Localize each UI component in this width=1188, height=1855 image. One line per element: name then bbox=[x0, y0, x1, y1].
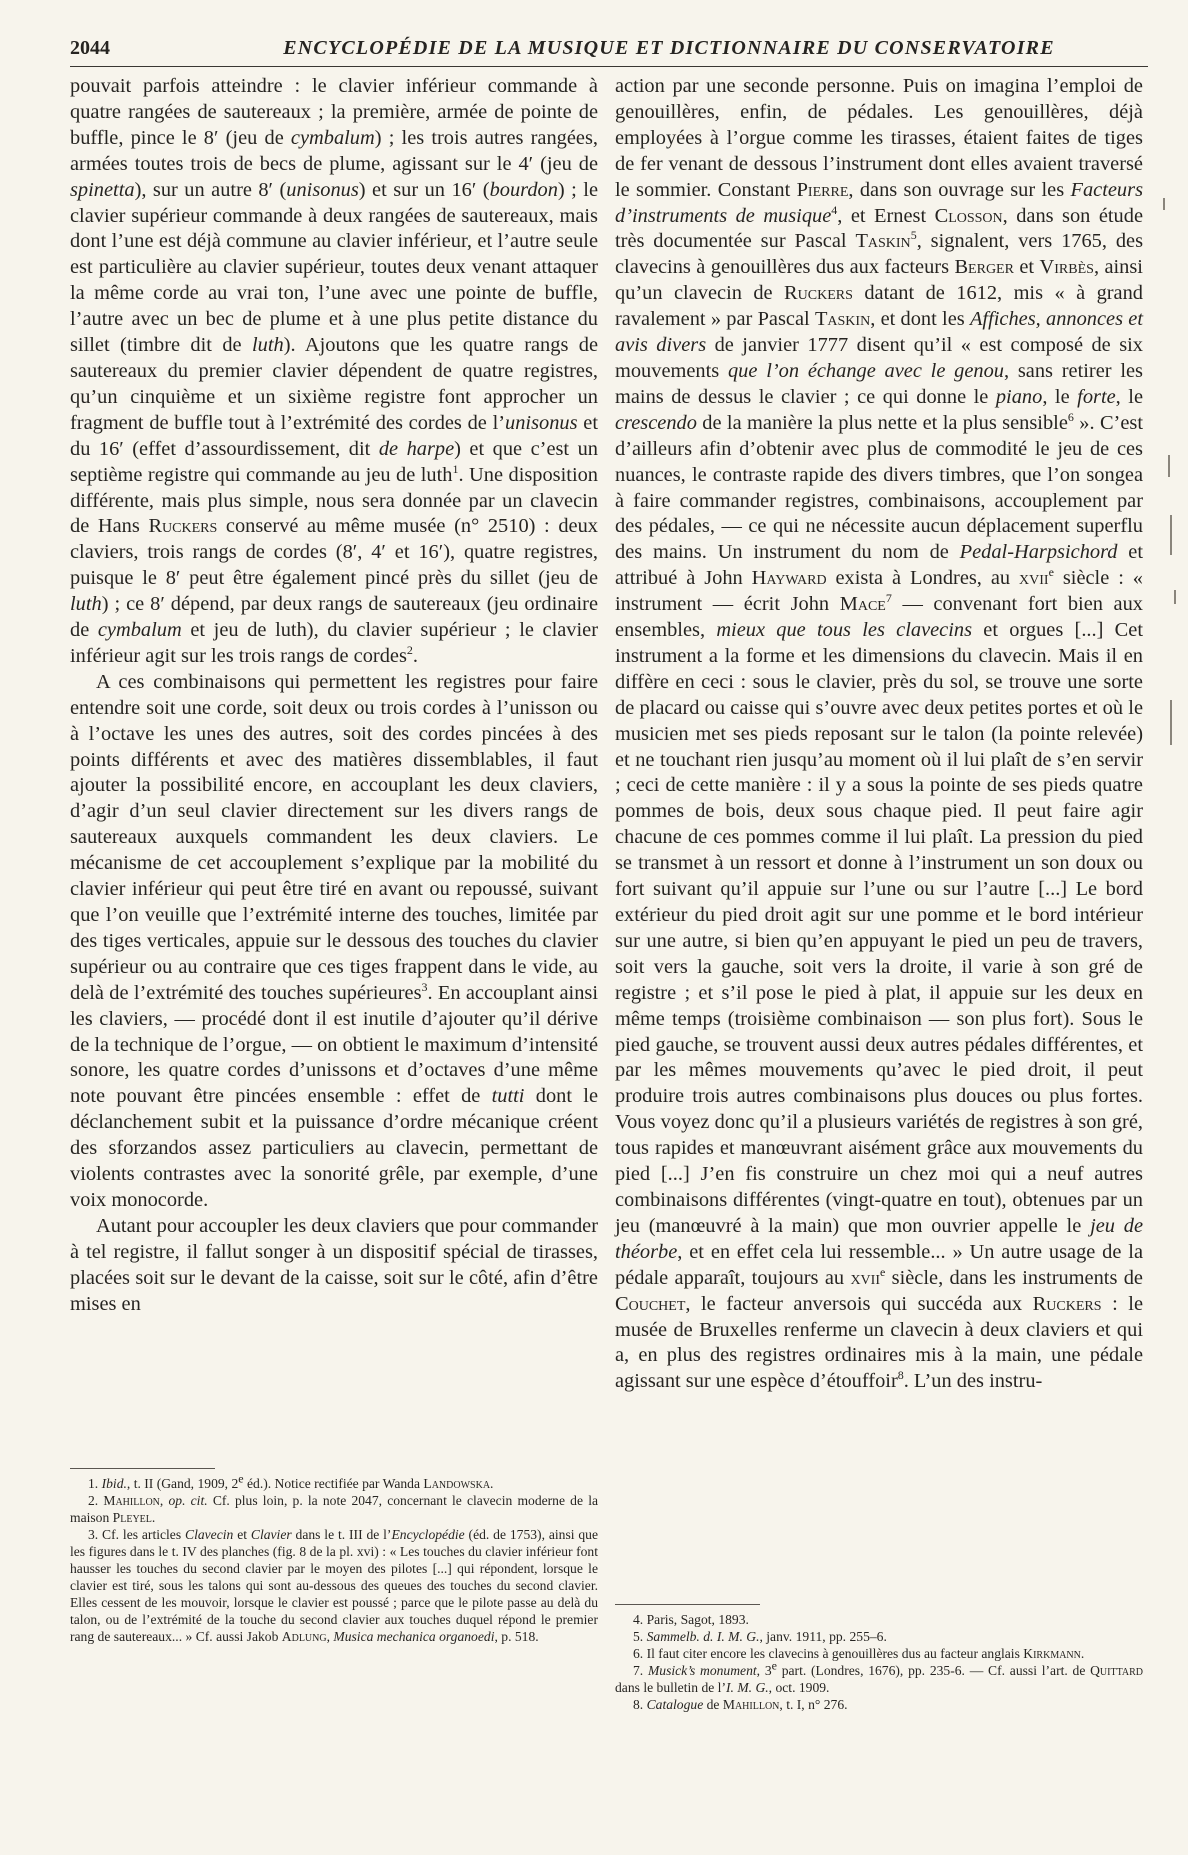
paragraph: Autant pour accoupler les deux claviers que pour commander à tel registre, il fallut songer à un dispositif spécial de tirasses, placées soit sur le devant de la caisse, soit sur le côté, afin d’être mises en bbox=[70, 1214, 598, 1315]
scan-mark bbox=[1163, 198, 1165, 210]
footnote: 8. Catalogue de Mahillon, t. I, n° 276. bbox=[633, 1697, 848, 1712]
footnotes-right bbox=[615, 1604, 1143, 1713]
footnote: 7. Musick’s monument, 3e part. (Londres, 1676), pp. 235-6. — Cf. aussi l’art. de Quittard dans le bulletin de l’I. M. G., oct. 1909. bbox=[615, 1658, 1144, 1695]
running-title: ENCYCLOPÉDIE DE LA MUSIQUE ET DICTIONNAIRE DU CONSERVATOIRE bbox=[283, 37, 1055, 59]
right-column bbox=[615, 74, 1143, 1395]
footnote: 2. Mahillon, op. cit. Cf. plus loin, p. la note 2047, concernant le clavecin moderne de la maison Pleyel. bbox=[70, 1493, 598, 1525]
footnote: 3. Cf. les articles Clavecin et Clavier dans le t. III de l’Encyclopédie (éd. de 1753), ainsi que les figures dans le t. IV des planches (fig. 8 de la pl. xvi) : « Les touches du clavier inférieur font hausser les touches du second clavier par le moyen des pilotes [...] qui répondent, lorsque le clavier est tiré, sous les talons qui sont au-dessous des queues des touches du second clavier. Elles cessent de les mouvoir, lorsque le clavier est poussé ; parce que le pilote passe au delà du talon, ou de l’extrémité de la touche du second clavier aux touches duquel répond le premier rang de sautereaux... » Cf. aussi Jakob Adlung, Musica mechanica organoedi, p. 518. bbox=[70, 1527, 599, 1644]
running-header bbox=[70, 34, 1148, 67]
footnote: 5. Sammelb. d. I. M. G., janv. 1911, pp. 255–6. bbox=[633, 1629, 887, 1644]
footnote: 1. Ibid., t. II (Gand, 1909, 2e éd.). Notice rectifiée par Wanda Landowska. bbox=[88, 1471, 494, 1491]
page-number: 2044 bbox=[70, 37, 110, 59]
scan-mark bbox=[1170, 700, 1172, 745]
footnote-rule bbox=[70, 1468, 215, 1469]
paragraph: action par une seconde personne. Puis on imagina l’emploi de genouillères, enfin, de pédales. Les genouillères, déjà employées à l’orgue comme les tirasses, étaient faites de tiges de fer venant de dessous l’instrument dont elles avaient traversé le sommier. Constant Pierre, dans son ouvrage sur les Facteurs d’instruments de musique$^4$, et Ernest Closson, dans son étude très documentée sur Pascal Taskin$^5$, signalent, vers 1765, des clavecins à genouillères dus aux facteurs Berger et Virbès, ainsi qu’un clavecin de Ruckers datant de 1612, mis « à grand ravalement » par Pascal Taskin, et dont les Affiches, annonces et avis divers de janvier 1777 disent qu’il « est composé de six mouvements que l’on échange avec le genou, sans retirer les mains de dessus le clavier ; ce qui donne le piano, le forte, le crescendo de la manière la plus nette et la plus sensible$^6$ ». C’est d’ailleurs afin d’obtenir avec plus de commodité le jeu de ces nuances, le contraste rapide des divers timbres, que l’on songea à faire commander registres, combinaisons, accouplement par des pédales, — ce qui ne nécessite aucun déplacement superflu des mains. Un instrument du nom de Pedal-Harpsichord et attribué à John Hayward exista à Londres, au xvii$^e$ siècle : « instrument — écrit John Mace$^7$ — convenant fort bien aux ensembles, mieux que tous les clavecins et orgues [...] Cet instrument a la forme et les dimensions du clavecin. Mais il en diffère en ceci : sous le clavier, près du sol, se trouve une sorte de placard ou caisse qui s’ouvre avec deux petites portes et où le musicien met ses pieds reposant sur le talon (la pointe relevée) et ne touchant rien jusqu’au moment où il lui plaît de s’en servir ; ceci de cette manière : il y a sous la pointe de ses pieds quatre pommes de bois, deux sous chaque pied. Il peut faire agir chacune de ces pommes comme il lui plaît. La pression du pied se transmet à un ressort et donne à l’instrument un son doux ou fort suivant qu’il appuie sur l’une ou sur l’autre [...] Le bord extérieur du pied droit agit sur une pomme et le bord intérieur sur une autre, si bien qu’en appuyant le pied un peu de travers, soit vers la gauche, soit vers la droite, il varie à son gré de registre ; et s’il pose le pied à plat, il appuie sur les deux en même temps (troisième combinaison — son plus fort). Sous le pied gauche, se trouvent aussi deux autres pédales différentes, et par les mêmes mouvements qu’avec le pied droit, il peut produire trois autres combinaisons plus douces ou plus fortes. Vous voyez donc qu’il a plusieurs variétés de registres à son gré, tous rapides et manœuvrant aisément grâce aux mouvements du pied [...] J’en fis construire un chez moi qui a neuf autres combinaisons différentes (vingt-quatre en tout), obtenues par un jeu (manœuvré à la main) que mon ouvrier appelle le jeu de théorbe, et en effet cela lui ressemble... » Un autre usage de la pédale apparaît, toujours au xvii$^e$ siècle, dans les instruments de Couchet, le facteur anversois qui succéda aux Ruckers : le musée de Bruxelles renferme un clavecin à deux claviers et qui a, en plus des registres ordinaires mis à la main, une pédale agissant sur une espèce d’étouffoir$^8$. L’un des instru- bbox=[615, 75, 1144, 1393]
footnote-rule bbox=[615, 1604, 760, 1605]
paragraph: pouvait parfois atteindre : le clavier inférieur commande à quatre rangées de sautereaux ; la première, armée de pointe de buffle, pince le 8′ (jeu de cymbalum) ; les trois autres rangées, armées toutes trois de becs de plume, agissant sur le 4′ (jeu de spinetta), sur un autre 8′ (unisonus) et sur un 16′ (bourdon) ; le clavier supérieur commande à deux rangées de sautereaux, mais dont l’une est déjà commune au clavier inférieur, et l’autre seule est particulière au clavier supérieur, toutes deux venant attaquer la même corde au vrai ton, l’une avec une pointe de buffle, l’autre avec un bec de plume et à une plus petite distance du sillet (timbre dit de luth). Ajoutons que les quatre rangs de sautereaux du premier clavier dépendent de quatre registres, qu’un cinquième et un sixième registre font approcher un fragment de buffle tout à l’extrémité des cordes de l’unisonus et du 16′ (effet d’assourdissement, dit de harpe) et que c’est un septième registre qui commande au jeu de luth$^1$. Une disposition différente, mais plus simple, nous sera donnée par un clavecin de Hans Ruckers conservé au même musée (n° 2510) : deux claviers, trois rangs de cordes (8′, 4′ et 16′), quatre registres, puisque le 8′ peut être également pincé près du sillet (jeu de luth) ; ce 8′ dépend, par deux rangs de sautereaux (jeu ordinaire de cymbalum et jeu de luth), du clavier supérieur ; le clavier inférieur agit sur les trois rangs de cordes$^2$. bbox=[70, 75, 599, 667]
footnotes-left bbox=[70, 1468, 598, 1645]
footnote: 6. Il faut citer encore les clavecins à genouillères dus au facteur anglais Kirkmann. bbox=[633, 1646, 1085, 1661]
paragraph: A ces combinaisons qui permettent les registres pour faire entendre soit une corde, soit deux ou trois cordes à l’unisson ou à l’octave les unes des autres, soit des cordes pincées à des points différents et avec des matières dissemblables, il faut ajouter la possibilité encore, en accouplant les deux claviers, d’agir d’un seul clavier directement sur les divers rangs de sautereaux auxquels commandent les deux claviers. Le mécanisme de cet accouplement s’explique par la mobilité du clavier inférieur qui peut être tiré en avant ou repoussé, suivant que l’on veuille que l’extrémité interne des touches, limitée par des tiges verticales, appuie sur le dessous des touches du clavier supérieur ou au contraire que ces tiges frappent dans le vide, au delà de l’extrémité des touches supérieures$^3$. En accouplant ainsi les claviers, — procédé dont il est inutile d’ajouter qu’il dérive de la technique de l’orgue, — on obtient le maximum d’intensité sonore, les quatre cordes d’unissons et d’octaves d’une même note pouvant être pincées ensemble : effet de tutti dont le déclanchement subit et la puissance d’ordre mécanique créent des sforzandos assez particuliers au clavecin, permettant de violents contrastes avec la sonorité grêle, par exemple, d’une voix monocorde. bbox=[70, 670, 598, 1211]
left-column bbox=[70, 74, 598, 1318]
scan-mark bbox=[1168, 455, 1170, 477]
footnote: 4. Paris, Sagot, 1893. bbox=[633, 1612, 749, 1627]
scan-mark bbox=[1170, 515, 1172, 555]
scan-mark bbox=[1174, 590, 1176, 604]
